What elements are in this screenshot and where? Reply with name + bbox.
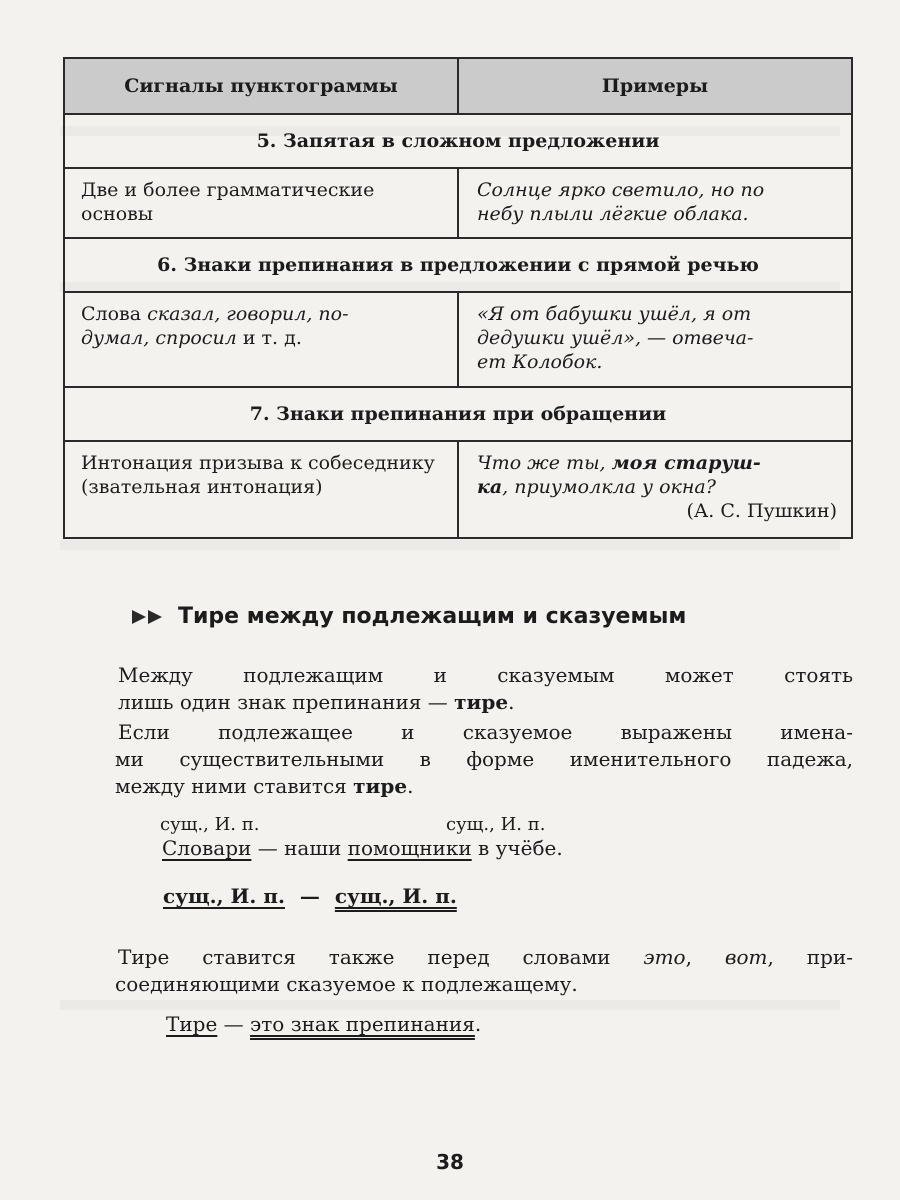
italic-word: вот <box>724 945 768 969</box>
column-header: Примеры <box>458 58 852 114</box>
example-bold: моя старуш- <box>611 452 761 474</box>
text: лишь один знак препинания — <box>118 690 455 714</box>
predicate-word: помощники <box>347 836 472 860</box>
grammar-label: сущ., И. п. <box>446 814 546 835</box>
paragraph-line <box>115 773 853 800</box>
paragraph <box>115 719 853 800</box>
text: . <box>474 1012 482 1036</box>
paragraph <box>118 662 853 716</box>
example-bold: ка <box>477 476 503 498</box>
bold-term: тире <box>353 774 408 798</box>
section-title: 7. Знаки препинания при обращении <box>64 387 852 441</box>
paragraph <box>115 944 854 998</box>
signal-italic: думал, спросил <box>81 327 237 349</box>
signal-cell <box>64 292 458 387</box>
example-cell <box>458 168 852 238</box>
grammar-label: сущ., И. п. <box>160 814 260 835</box>
example-text: , приумолкла у окна? <box>502 476 716 498</box>
paragraph-line: соединяющими сказуемое к подлежащему. <box>115 972 578 996</box>
scheme-dash: — <box>299 884 320 908</box>
signal-cell <box>64 441 458 538</box>
signal-text: и т. д. <box>236 327 302 349</box>
double-arrow-icon <box>132 608 166 626</box>
text: в учёбе. <box>471 836 563 860</box>
example-line: дедушки ушёл», — отвеча- <box>477 327 754 349</box>
example-line: ет Колобок. <box>477 351 603 373</box>
subject-word: Тире <box>166 1012 218 1036</box>
example-text: Что же ты, <box>477 452 612 474</box>
table-row <box>64 441 852 538</box>
text: . <box>508 690 515 714</box>
predicate-word: это знак препинания <box>250 1012 475 1036</box>
table-row <box>64 168 852 238</box>
section-title: 5. Запятая в сложном предложении <box>64 114 852 168</box>
heading-text: Тире между подлежащим и сказуемым <box>178 604 687 629</box>
signal-text: Слова <box>81 303 148 325</box>
subject-word: Словари <box>162 836 252 860</box>
column-header: Сигналы пунктограммы <box>64 58 458 114</box>
example-source: (А. С. Пушкин) <box>686 500 837 522</box>
text: Тире ставится также перед словами <box>118 945 644 969</box>
example-sentence <box>166 1011 481 1038</box>
example-sentence <box>162 835 563 862</box>
text: , при- <box>767 945 854 969</box>
text: . <box>407 774 414 798</box>
signal-italic: сказал, говорил, по- <box>147 303 349 325</box>
paragraph-line: ми существительными в форме именительного падежа, <box>115 747 853 771</box>
paragraph-line <box>118 944 853 971</box>
bold-term: тире <box>454 690 509 714</box>
example-cell <box>458 441 852 538</box>
scheme-predicate: сущ., И. п. <box>334 884 457 908</box>
example-cell <box>458 292 852 387</box>
example-line: «Я от бабушки ушёл, я от <box>477 303 752 325</box>
paragraph-line: Между подлежащим и сказуемым может стоять <box>118 663 853 687</box>
signal-text: Интонация призыва к собеседнику (звательная интонация) <box>81 452 435 498</box>
section-heading <box>132 604 686 629</box>
table-header-row <box>64 58 852 114</box>
text: , <box>685 945 725 969</box>
text: между ними ставится <box>115 774 354 798</box>
scheme <box>163 883 457 910</box>
text: — <box>217 1012 251 1036</box>
punctogram-table <box>63 57 853 539</box>
paragraph-line: Если подлежащее и сказуемое выражены имена- <box>118 720 853 744</box>
example-line: Солнце ярко светило, но по <box>477 179 765 201</box>
table-row <box>64 292 852 387</box>
paragraph-line <box>118 689 853 716</box>
scheme-subject: сущ., И. п. <box>163 884 285 908</box>
example-line: небу плыли лёгкие облака. <box>477 203 749 225</box>
page-number: 38 <box>436 1150 464 1174</box>
section-title: 6. Знаки препинания в предложении с прямой речью <box>64 238 852 292</box>
text: — наши <box>251 836 348 860</box>
italic-word: это <box>643 945 686 969</box>
signal-cell: Две и более грамматические основы <box>64 168 458 238</box>
